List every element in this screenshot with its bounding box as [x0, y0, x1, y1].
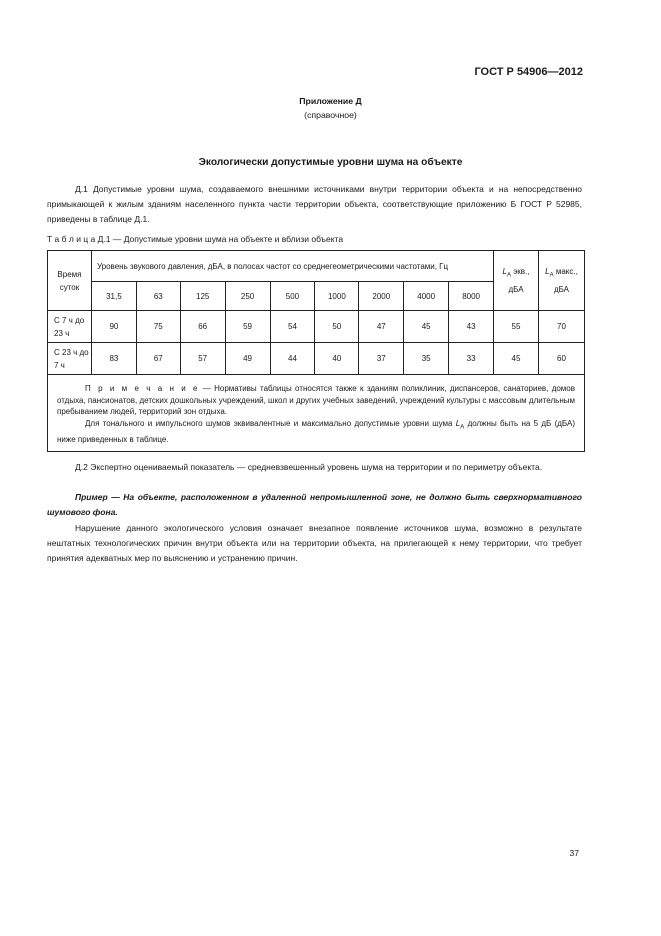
table-cell: 37 — [359, 343, 404, 375]
table-cell: 40 — [315, 343, 359, 375]
standard-number: ГОСТ Р 54906—2012 — [474, 66, 583, 78]
spectrum-header: Уровень звукового давления, дБА, в полосах частот со среднегеометрическими частотами, Гц — [91, 251, 493, 282]
table-cell: 47 — [359, 311, 404, 343]
frequency-header: 4000 — [404, 282, 449, 311]
frequency-header: 2000 — [359, 282, 404, 311]
table-cell: 90 — [91, 311, 136, 343]
frequency-header: 31,5 — [91, 282, 136, 311]
paragraph-violation: Нарушение данного экологического условия означает внезапное появление источников шума, возможно в результате нештатных технологических причин внутри объекта или на территории объекта, на прилегающей к нему территории, что требует принятия адекватных мер по выяснению и устранению причин. — [47, 523, 582, 563]
lamax-cell: 60 — [538, 343, 584, 375]
frequency-header: 125 — [180, 282, 225, 311]
paragraph-d2: Д.2 Экспертно оцениваемый показатель — средневзвешенный уровень шума на территории и по периметру объекта. — [75, 462, 543, 472]
laeq-header: $L_A$ экв., дБА — [494, 251, 539, 311]
noise-levels-table — [47, 250, 585, 452]
frequency-header: 63 — [136, 282, 180, 311]
appendix-subtitle: (справочное) — [304, 110, 357, 120]
table-cell: 33 — [449, 343, 494, 375]
frequency-header: 500 — [270, 282, 315, 311]
table-row-night — [48, 343, 585, 375]
table-cell: 75 — [136, 311, 180, 343]
time-header: Время суток — [48, 251, 92, 311]
lamax-cell: 70 — [538, 311, 584, 343]
table-note-paragraph-2: Для тонального и импульсного шумов эквивалентные и максимально допустимые уровни шума $L_A$ должны быть на 5 дБ (дБА) ниже приведенных в таблице. — [57, 418, 575, 444]
table-cell: 54 — [270, 311, 315, 343]
paragraph-d1: Д.1 Допустимые уровни шума, создаваемого внешними источниками внутри территории объекта и на непосредственно примыкающей к жилым зданиям населенного пункта части территории объекта, соответствующие приложению Б ГОСТ Р 52985, приведены в таблице Д.1. — [47, 184, 582, 224]
appendix-title: Приложение Д — [299, 96, 362, 106]
table-cell: 49 — [225, 343, 270, 375]
laeq-cell: 55 — [494, 311, 539, 343]
table-cell: 44 — [270, 343, 315, 375]
table-cell: 66 — [180, 311, 225, 343]
section-title: Экологически допустимые уровни шума на объекте — [198, 157, 463, 168]
paragraph-example: Пример — На объекте, расположенном в удаленной непромышленной зоне, не должно быть сверхнормативного шумового фона. — [47, 492, 582, 517]
time-cell: С 23 ч до 7 ч — [48, 343, 92, 375]
table-row-day — [48, 311, 585, 343]
table-cell: 57 — [180, 343, 225, 375]
lamax-header: $L_A$ макс., дБА — [538, 251, 584, 311]
table-cell: 35 — [404, 343, 449, 375]
table-cell: 83 — [91, 343, 136, 375]
table-note — [48, 375, 585, 452]
frequency-header: 1000 — [315, 282, 359, 311]
frequency-header: 8000 — [449, 282, 494, 311]
note-label: П р и м е ч а н и е — [85, 384, 200, 393]
frequency-header: 250 — [225, 282, 270, 311]
time-cell: С 7 ч до 23 ч — [48, 311, 92, 343]
table-cell: 67 — [136, 343, 180, 375]
table-caption: Т а б л и ц а Д.1 — Допустимые уровни шума на объекте и вблизи объекта — [47, 234, 344, 244]
table-cell: 45 — [404, 311, 449, 343]
table-cell: 50 — [315, 311, 359, 343]
table-cell: 43 — [449, 311, 494, 343]
page-number: 37 — [569, 848, 579, 858]
laeq-cell: 45 — [494, 343, 539, 375]
table-note-paragraph-1: П р и м е ч а н и е — Нормативы таблицы относятся также к зданиям поликлиник, диспансеров, санаториев, домов отдыха, пансионатов, детских дошкольных учреждений, школ и других учебных заведений, учреждений культуры с массовым длительным пребыванием людей, территорий зон отдыха. — [57, 384, 576, 416]
table-cell: 59 — [225, 311, 270, 343]
